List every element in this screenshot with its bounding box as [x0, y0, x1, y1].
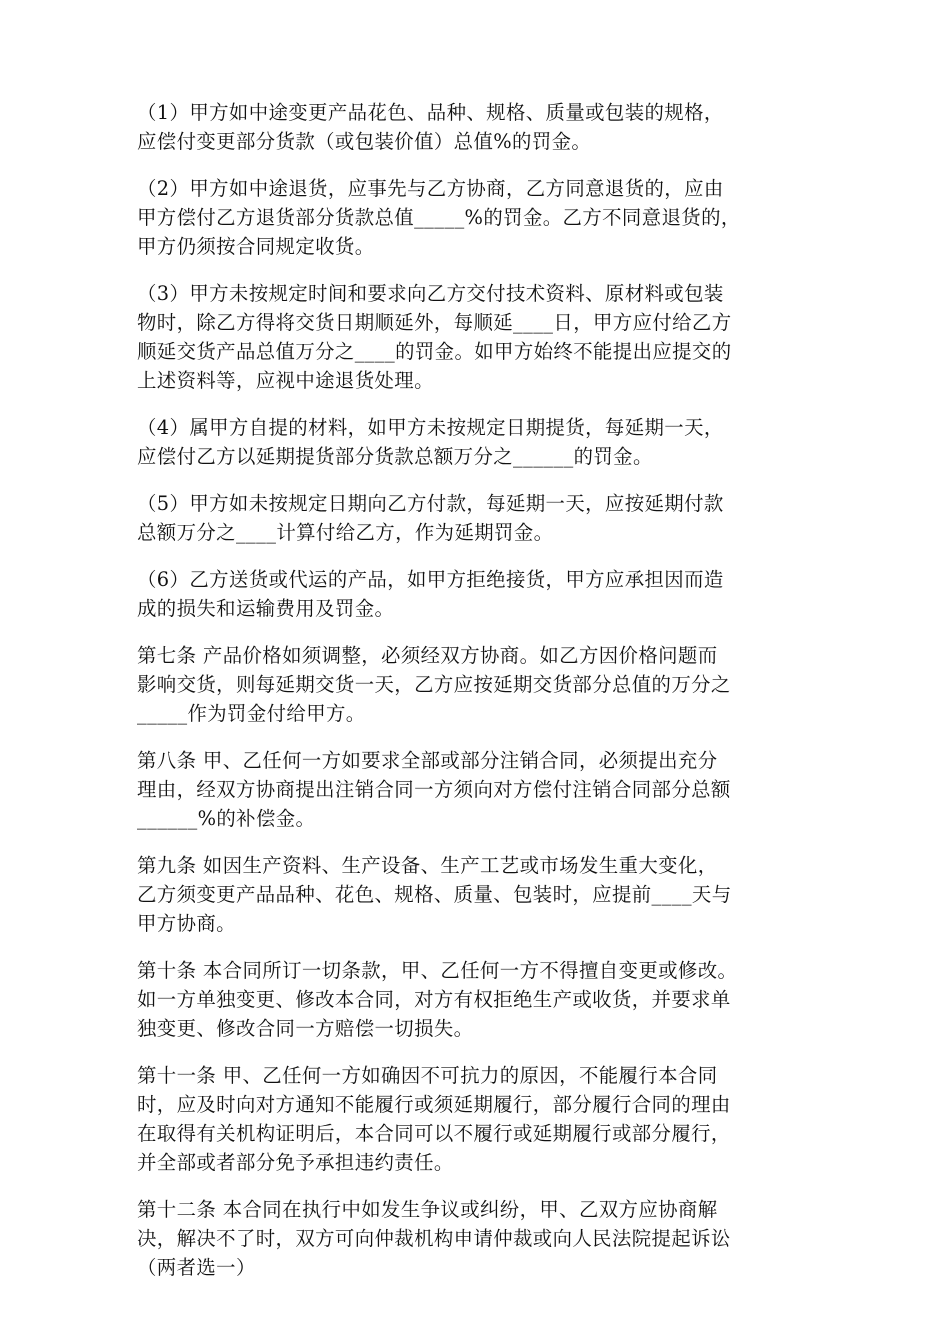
clause-item-2	[137, 174, 827, 261]
text-line: 在取得有关机构证明后，本合同可以不履行或延期履行或部分履行，	[137, 1122, 731, 1145]
text-line: 影响交货，则每延期交货一天，乙方应按延期交货部分总值的万分之	[137, 673, 731, 696]
text-line: 理由，经双方协商提出注销合同一方须向对方偿付注销合同部分总额	[137, 778, 731, 801]
text-line: 独变更、修改合同一方赔偿一切损失。	[137, 1017, 474, 1040]
clause-item-3	[137, 279, 827, 395]
text-line: 并全部或者部分免予承担违约责任。	[137, 1151, 454, 1174]
document-body	[137, 98, 827, 1300]
clause-item-6	[137, 565, 827, 623]
article-10	[137, 956, 827, 1043]
text-line: 第七条 产品价格如须调整，必须经双方协商。如乙方因价格问题而	[137, 644, 718, 667]
article-11	[137, 1061, 827, 1177]
text-line: 甲方偿付乙方退货部分货款总值_____%的罚金。乙方不同意退货的，	[137, 206, 741, 229]
text-line: 应偿付乙方以延期提货部分货款总额万分之______的罚金。	[137, 445, 653, 468]
text-line: 上述资料等，应视中途退货处理。	[137, 369, 434, 392]
text-line: 物时，除乙方得将交货日期顺延外，每顺延____日，甲方应付给乙方	[137, 311, 732, 334]
text-line: （5）甲方如未按规定日期向乙方付款，每延期一天，应按延期付款	[137, 492, 724, 515]
text-line: （3）甲方未按规定时间和要求向乙方交付技术资料、原材料或包装	[137, 282, 724, 305]
text-line: （两者选一）	[137, 1256, 256, 1279]
article-12	[137, 1195, 827, 1282]
text-line: 总额万分之____计算付给乙方，作为延期罚金。	[137, 521, 554, 544]
text-line: 应偿付变更部分货款（或包装价值）总值%的罚金。	[137, 130, 592, 153]
clause-item-4	[137, 413, 827, 471]
text-line: 第十一条 甲、乙任何一方如确因不可抗力的原因，不能履行本合同	[137, 1064, 718, 1087]
text-line: （6）乙方送货或代运的产品，如甲方拒绝接货，甲方应承担因而造	[137, 568, 724, 591]
text-line: _____作为罚金付给甲方。	[137, 702, 366, 725]
text-line: ______%的补偿金。	[137, 807, 316, 830]
text-line: （4）属甲方自提的材料，如甲方未按规定日期提货，每延期一天，	[137, 416, 724, 439]
article-7	[137, 641, 827, 728]
text-line: 时，应及时向对方通知不能履行或须延期履行，部分履行合同的理由	[137, 1093, 731, 1116]
clause-item-5	[137, 489, 827, 547]
text-line: （1）甲方如中途变更产品花色、品种、规格、质量或包装的规格，	[137, 101, 724, 124]
text-line: 成的损失和运输费用及罚金。	[137, 597, 395, 620]
text-line: 第八条 甲、乙任何一方如要求全部或部分注销合同，必须提出充分	[137, 749, 718, 772]
article-9	[137, 851, 827, 938]
article-8	[137, 746, 827, 833]
text-line: 第十二条 本合同在执行中如发生争议或纠纷，甲、乙双方应协商解	[137, 1198, 718, 1221]
text-line: 如一方单独变更、修改本合同，对方有权拒绝生产或收货，并要求单	[137, 988, 731, 1011]
text-line: 乙方须变更产品品种、花色、规格、质量、包装时，应提前____天与	[137, 883, 732, 906]
text-line: 甲方仍须按合同规定收货。	[137, 235, 375, 258]
text-line: 第九条 如因生产资料、生产设备、生产工艺或市场发生重大变化，	[137, 854, 718, 877]
text-line: 第十条 本合同所订一切条款，甲、乙任何一方不得擅自变更或修改。	[137, 959, 738, 982]
text-line: 甲方协商。	[137, 912, 236, 935]
clause-item-1	[137, 98, 827, 156]
text-line: 决，解决不了时，双方可向仲裁机构申请仲裁或向人民法院提起诉讼	[137, 1227, 731, 1250]
text-line: 顺延交货产品总值万分之____的罚金。如甲方始终不能提出应提交的	[137, 340, 732, 363]
text-line: （2）甲方如中途退货，应事先与乙方协商，乙方同意退货的，应由	[137, 177, 724, 200]
